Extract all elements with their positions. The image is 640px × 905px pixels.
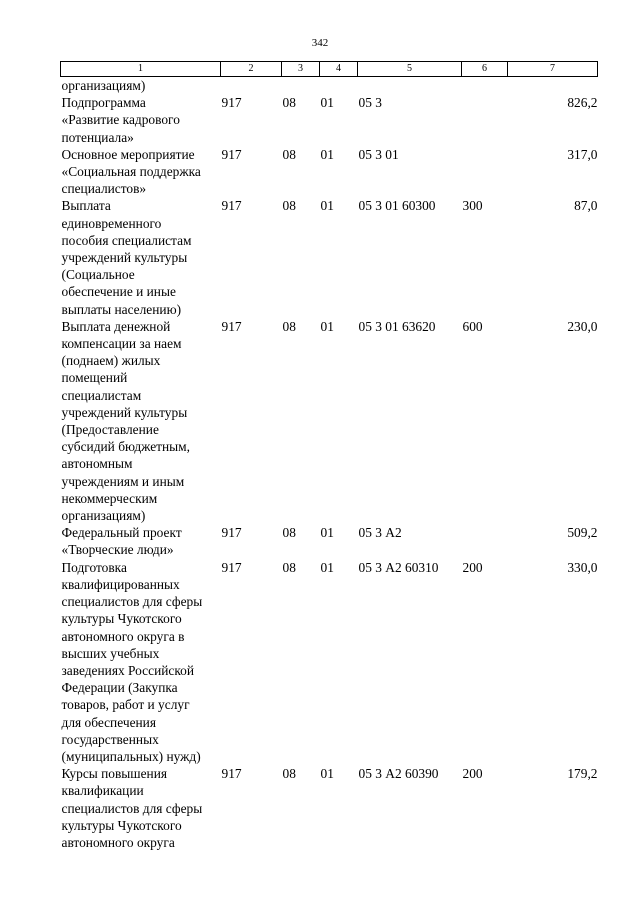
- row-name-line: выплаты населению): [61, 301, 182, 317]
- header-col-6: 6: [462, 62, 508, 77]
- row-amount: 87,0: [574, 198, 598, 214]
- row-target-article: 05 3 А2 60390: [358, 766, 439, 782]
- row-name: [61, 146, 221, 198]
- row-name-line: субсидий бюджетным,: [61, 439, 191, 455]
- row-name-line: «Социальная поддержка: [61, 164, 201, 180]
- table-header: [61, 62, 598, 77]
- row-section: 08: [282, 559, 296, 575]
- row-name-line: (Социальное: [61, 267, 135, 283]
- row-name-line: учреждениям и иным: [61, 473, 185, 489]
- row-subsection: 01: [320, 766, 334, 782]
- row-name-line: «Развитие кадрового: [61, 112, 180, 128]
- row-name-line: культуры Чукотского: [61, 611, 182, 627]
- row-name: [61, 765, 221, 851]
- row-subsection: 01: [320, 146, 334, 162]
- row-expense-type: [462, 146, 508, 198]
- row-name-line: Подпрограмма: [61, 95, 146, 111]
- header-col-2: 2: [221, 62, 282, 77]
- page-number: 342: [311, 37, 329, 49]
- row-name-line: учреждений культуры: [61, 404, 188, 420]
- row-name-line: помещений: [61, 370, 128, 386]
- row-name-line: учреждений культуры: [61, 250, 188, 266]
- row-name-line: специалистов для сферы: [61, 594, 203, 610]
- row-expense-type: 300: [462, 198, 483, 214]
- row-target-article: 05 3 А2 60310: [358, 559, 439, 575]
- row-name-line: культуры Чукотского: [61, 817, 182, 833]
- row-subsection: 01: [320, 95, 334, 111]
- row-target-article: 05 3: [358, 95, 382, 111]
- table-row: [61, 146, 598, 198]
- row-section: 08: [282, 198, 296, 214]
- row-name-line: специалистам: [61, 387, 142, 403]
- row-name: [61, 94, 221, 146]
- row-grbs: 917: [221, 146, 242, 162]
- row-name-line: специалистов для сферы: [61, 800, 203, 816]
- row-name: [61, 524, 221, 558]
- row-name-line: компенсации за наем: [61, 336, 182, 352]
- row-name-line: Выплата денежной: [61, 318, 171, 334]
- row-subsection: 01: [320, 525, 334, 541]
- row-section: 08: [282, 95, 296, 111]
- header-col-7: 7: [508, 62, 598, 77]
- row-grbs: 917: [221, 525, 242, 541]
- header-col-1: 1: [61, 62, 221, 77]
- row-name-line: автономного округа в: [61, 628, 185, 644]
- row-name-line: организациям): [61, 508, 146, 524]
- row-name-line: Подготовка: [61, 559, 127, 575]
- row-section: 08: [282, 146, 296, 162]
- row-expense-type: [462, 524, 508, 558]
- row-subsection: 01: [320, 198, 334, 214]
- row-name-line: заведениях Российской: [61, 662, 195, 678]
- row-amount: 509,2: [567, 525, 598, 541]
- row-name-line: Выплата: [61, 198, 111, 214]
- row-name-line: (муниципальных) нужд): [61, 748, 201, 764]
- row-name-line: для обеспечения: [61, 714, 156, 730]
- row-name-line: обеспечение и иные: [61, 284, 176, 300]
- table-row: [61, 765, 598, 851]
- row-target-article: 05 3 А2: [358, 525, 402, 541]
- continuation-text: организациям): [61, 78, 146, 93]
- row-name-line: автономного округа: [61, 834, 175, 850]
- row-amount: 230,0: [567, 318, 598, 334]
- table-row: [61, 524, 598, 558]
- row-name-line: (Предоставление: [61, 422, 159, 438]
- row-grbs: 917: [221, 318, 242, 334]
- row-name-line: пособия специалистам: [61, 232, 192, 248]
- row-target-article: 05 3 01: [358, 146, 399, 162]
- table-row: [61, 559, 598, 765]
- row-amount: 317,0: [567, 146, 598, 162]
- budget-table: [60, 61, 598, 851]
- table-row: [61, 94, 598, 146]
- row-name-line: Курсы повышения: [61, 766, 168, 782]
- row-name-line: квалифицированных: [61, 576, 180, 592]
- table-row: [61, 318, 598, 524]
- row-name-line: Основное мероприятие: [61, 146, 195, 162]
- table-body: [61, 77, 598, 852]
- row-name: [61, 197, 221, 317]
- row-name-line: специалистов»: [61, 181, 147, 197]
- row-amount: 330,0: [567, 559, 598, 575]
- row-expense-type: 200: [462, 559, 483, 575]
- row-grbs: 917: [221, 766, 242, 782]
- row-section: 08: [282, 525, 296, 541]
- row-name-line: высших учебных: [61, 645, 160, 661]
- row-amount: 179,2: [567, 766, 598, 782]
- table-row: [61, 197, 598, 317]
- row-name-line: Федерации (Закупка: [61, 680, 178, 696]
- header-col-4: 4: [320, 62, 358, 77]
- row-subsection: 01: [320, 318, 334, 334]
- row-name-line: Федеральный проект: [61, 525, 182, 541]
- row-section: 08: [282, 766, 296, 782]
- row-amount: 826,2: [567, 95, 598, 111]
- row-grbs: 917: [221, 559, 242, 575]
- row-grbs: 917: [221, 95, 242, 111]
- row-target-article: 05 3 01 63620: [358, 318, 436, 334]
- row-grbs: 917: [221, 198, 242, 214]
- row-target-article: 05 3 01 60300: [358, 198, 436, 214]
- row-subsection: 01: [320, 559, 334, 575]
- row-expense-type: 200: [462, 766, 483, 782]
- row-name-line: государственных: [61, 731, 159, 747]
- row-name-line: некоммерческим: [61, 490, 158, 506]
- row-name-line: потенциала»: [61, 129, 134, 145]
- row-name-line: (поднаем) жилых: [61, 353, 161, 369]
- row-name-line: квалификации: [61, 783, 144, 799]
- row-expense-type: [462, 94, 508, 146]
- header-col-3: 3: [282, 62, 320, 77]
- row-name: [61, 559, 221, 765]
- row-name-line: товаров, работ и услуг: [61, 697, 190, 713]
- row-name: [61, 318, 221, 524]
- row-section: 08: [282, 318, 296, 334]
- row-name-line: «Творческие люди»: [61, 542, 174, 558]
- row-name-line: единовременного: [61, 215, 162, 231]
- row-name-line: автономным: [61, 456, 133, 472]
- header-col-5: 5: [358, 62, 462, 77]
- row-expense-type: 600: [462, 318, 483, 334]
- continuation-row: [61, 77, 598, 95]
